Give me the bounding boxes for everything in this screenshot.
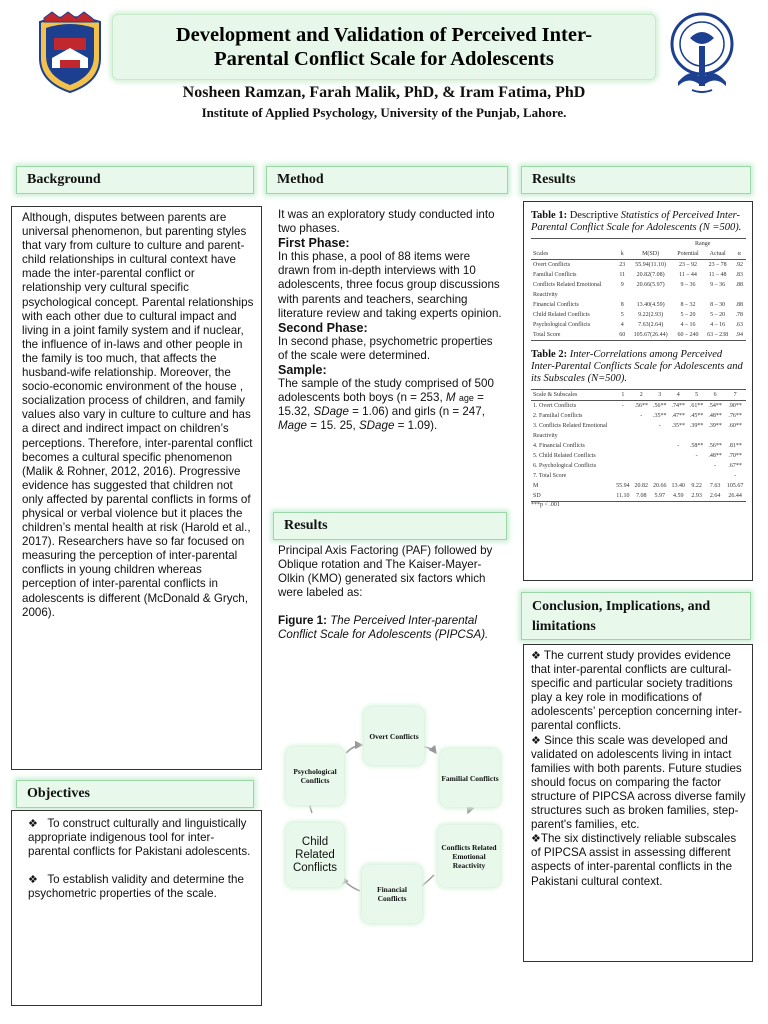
table-cell: Reactivity: [533, 292, 558, 298]
factor-diagram: [270, 695, 510, 935]
table-cell: [632, 461, 650, 471]
table-cell: 105.67(26.44): [628, 330, 673, 341]
table-cell: [706, 431, 724, 441]
table-cell: .61**: [687, 401, 705, 412]
table-cell: [651, 441, 669, 451]
node-emotional-reactivity: Conflicts Related Emotional Reactivity: [438, 825, 500, 887]
diamond-bullet-icon: ❖: [531, 833, 541, 846]
table-cell: .56**: [708, 443, 722, 449]
table-row: [531, 300, 746, 310]
table-cell: -: [714, 463, 717, 469]
table-cell: .39**: [689, 423, 704, 429]
table2-caption: Table 2: Inter-Correlations among Perceived Inter-Parental Conflicts Scale for Adolescents and its Subscales (N=500).: [531, 349, 743, 384]
table-row: [531, 461, 746, 471]
table-cell: 4. Financial Conflicts: [533, 443, 585, 449]
table-cell: 13.40(4.59): [636, 302, 665, 308]
phase2-title: Second Phase:: [278, 320, 368, 335]
table-cell: -: [658, 423, 661, 429]
table-cell: [651, 471, 669, 481]
method-header: Method: [266, 166, 508, 194]
table-cell: .74**: [669, 401, 687, 412]
table-cell: .60**: [728, 423, 742, 429]
table-cell: [669, 471, 687, 481]
background-header: Background: [16, 166, 254, 194]
diamond-bullet-icon: ❖: [531, 734, 541, 747]
table-header-cell: 1: [614, 390, 632, 401]
table-cell: 5 – 20: [680, 312, 696, 318]
table-cell: .94: [732, 330, 746, 341]
table-cell: -: [695, 453, 698, 459]
table-header-cell: 5: [687, 390, 705, 401]
table-cell: 11.10: [614, 491, 632, 502]
table-cell: .56**: [632, 401, 650, 412]
table-header-cell: Potential: [677, 251, 699, 257]
table-cell: 9 – 36: [710, 282, 726, 288]
table-cell: 5. Child Related Conflicts: [533, 453, 596, 459]
table-cell: 60 – 240: [673, 330, 703, 341]
table-header-cell: 4: [669, 390, 687, 401]
table-cell: .45**: [689, 413, 704, 419]
table-cell: 1. Overt Conflicts: [531, 401, 614, 412]
table-cell: [687, 471, 705, 481]
table-cell: [732, 290, 746, 300]
table-cell: 2.64: [706, 491, 724, 502]
table-cell: .88: [735, 282, 743, 288]
table-cell: 4: [620, 322, 624, 328]
method-content: [278, 208, 504, 434]
affiliation: Institute of Applied Psychology, University of the Punjab, Lahore.: [201, 105, 567, 120]
results-text: Principal Axis Factoring (PAF) followed by Oblique rotation and The Kaiser-Mayer-Olkin (KMO) generated six factors which were labeled as:: [278, 544, 493, 600]
table-cell: [651, 431, 669, 441]
table-cell: [628, 290, 673, 300]
table-row: [531, 471, 746, 481]
table-cell: 11 – 48: [708, 272, 727, 278]
diamond-bullet-icon: ❖: [531, 650, 541, 662]
authors: Nosheen Ramzan, Farah Malik, PhD, & Iram Fatima, PhD: [182, 84, 586, 101]
table-header-cell: k: [620, 251, 624, 257]
table-cell: 7. Total Score: [533, 473, 567, 479]
table-cell: 5 – 20: [710, 312, 726, 318]
table-cell: 4 – 16: [680, 322, 696, 328]
table-cell: 20.82(7.08): [636, 272, 665, 278]
table-cell: [669, 461, 687, 471]
table-cell: [614, 421, 632, 431]
table-cell: 7.63: [709, 483, 721, 489]
table-cell: 4 – 16: [710, 322, 726, 328]
table-cell: 26.44: [724, 491, 746, 502]
sample-text: The sample of the study comprised of 500 adolescents both boys (n = 253, M age = 15.32, SDage = 1.06) and girls (n = 247, Mage = 15. 25, SDage = 1.09).: [278, 377, 494, 433]
results-content: [278, 544, 504, 643]
diamond-bullet-icon: ❖: [28, 874, 38, 887]
table-cell: [616, 290, 628, 300]
table-cell: .67**: [728, 463, 742, 469]
table-row: [531, 441, 746, 451]
table-cell: -: [640, 413, 643, 419]
conclusion-header: Conclusion, Implications, and limitations: [521, 592, 751, 640]
table-cell: 5.97: [651, 491, 669, 502]
conclusion-box: [523, 644, 753, 962]
table-cell: 9.22(2.93): [638, 312, 664, 318]
objective-item: ❖ To establish validity and determine the psychometric properties of the scale.: [28, 873, 244, 901]
table-cell: 13.40: [671, 483, 685, 489]
table1: [531, 238, 746, 341]
table-cell: [651, 451, 669, 461]
table-cell: [614, 411, 632, 421]
table-cell: 8: [620, 302, 624, 308]
table-cell: .35**: [652, 413, 667, 419]
table-cell: Conflicts Related Emotional: [533, 282, 602, 288]
table-row: [531, 411, 746, 421]
table-row: [531, 270, 746, 280]
table-row: [531, 330, 746, 341]
table-cell: 4.59: [669, 491, 687, 502]
institute-seal-logo: [662, 10, 742, 95]
poster-title: [112, 14, 656, 80]
table-header-cell: Scale & Subscales: [531, 390, 614, 401]
conclusion-item: ❖The six distinctively reliable subscales of PIPCSA assist in assessing different aspects of inter-parental conflicts in the Pakistani cultural context.: [531, 832, 737, 888]
table-header-cell: 3: [651, 390, 669, 401]
table-cell: [614, 461, 632, 471]
table-row: [531, 290, 746, 300]
conclusion-item: ❖ Since this scale was developed and validated on adolescents living in intact families with both parents. Future studies should focus on comparing the factor structure of PIPCSA across diverse family structures such as broken families, step-parent's families, etc.: [531, 733, 746, 832]
table-cell: 2.93: [687, 491, 705, 502]
table-cell: 8 – 32: [680, 302, 696, 308]
table-cell: 55.94(11.10): [628, 260, 673, 271]
table-cell: 23: [616, 260, 628, 271]
table-cell: Psychological Conflicts: [533, 322, 591, 328]
objective-item: ❖ To construct culturally and linguistically appropriate indigenous tool for inter-parental conflicts for Pakistani adolescents.: [28, 817, 251, 859]
table-cell: [687, 431, 705, 441]
sample-title: Sample:: [278, 363, 327, 378]
table-header-cell: α: [737, 251, 741, 257]
table-row: [531, 481, 746, 491]
objectives-box: [11, 810, 262, 1006]
title-line-1: Development and Validation of Perceived Inter-: [175, 24, 593, 46]
table-cell: .47**: [671, 413, 685, 419]
table-cell: .56**: [651, 401, 669, 412]
table-row: [531, 451, 746, 461]
background-box: [11, 206, 262, 770]
node-financial-conflicts: Financial Conflicts: [362, 865, 422, 923]
table-cell: 6. Psychological Conflicts: [533, 463, 597, 469]
results-tables-box: [523, 201, 753, 581]
table-cell: [614, 441, 632, 451]
table2-note: ***p < .001: [531, 502, 560, 508]
table2: [531, 389, 746, 502]
table-header-cell: 7: [724, 390, 746, 401]
table-row: [531, 491, 746, 502]
table-row: [531, 401, 746, 412]
table-cell: [614, 471, 632, 481]
table-row: [531, 320, 746, 330]
table-cell: .92: [732, 260, 746, 271]
table-header-cell: 6: [706, 390, 724, 401]
table-cell: [614, 431, 632, 441]
table-cell: [724, 431, 746, 441]
table-cell: 3. Conflicts Related Emotional: [533, 423, 608, 429]
table-cell: Child Related Conflicts: [533, 312, 590, 318]
table-cell: 55.94: [616, 483, 630, 489]
table-cell: 60: [616, 330, 628, 341]
table-row: [531, 431, 746, 441]
table-cell: Familial Conflicts: [533, 272, 577, 278]
table-cell: .39**: [708, 423, 722, 429]
table-cell: -: [614, 401, 632, 412]
table-cell: 9 – 36: [680, 282, 696, 288]
table-cell: .48**: [708, 453, 722, 459]
table-row: [531, 280, 746, 290]
table-cell: 9: [620, 282, 624, 288]
results-header-right: Results: [521, 166, 751, 194]
table-cell: 11 – 44: [679, 272, 697, 278]
title-line-2: Parental Conflict Scale for Adolescents: [214, 48, 554, 70]
table-cell: [632, 431, 650, 441]
table-cell: Overt Conflicts: [531, 260, 616, 271]
table-cell: [632, 441, 650, 451]
conclusion-item: ❖ The current study provides evidence that inter-parental conflicts are cultural-specific and particular society traditions play a key role in modifications of adolescents’ perception concerning inter-parental conflicts.: [531, 649, 742, 733]
table-cell: .90**: [724, 401, 746, 412]
table-cell: 20.82: [634, 483, 649, 489]
phase1-text: In this phase, a pool of 88 items were drawn from in-depth interviews with 10 adolescents, three focus group discussions with parents and teachers, searching literature review and taking experts opinion.: [278, 250, 502, 320]
figure-caption: Figure 1: The Perceived Inter-parental Conflict Scale for Adolescents (PIPCSA).: [278, 614, 489, 642]
results-header-middle: Results: [273, 512, 507, 540]
table-row: [531, 421, 746, 431]
table-cell: Total Score: [531, 330, 616, 341]
table-cell: 105.67: [726, 483, 744, 489]
table-header-cell: 2: [632, 390, 650, 401]
table-row: [531, 260, 746, 271]
table-cell: -: [734, 473, 737, 479]
table-cell: [632, 471, 650, 481]
table-cell: .63: [735, 322, 743, 328]
table-cell: 5: [620, 312, 624, 318]
table-header-cell: Scales: [533, 251, 549, 257]
node-familial-conflicts: Familial Conflicts: [440, 749, 500, 807]
table-header-cell: M(SD): [642, 251, 660, 257]
table-cell: .78: [735, 312, 743, 318]
background-text: Although, disputes between parents are universal phenomenon, but parenting styles that vary from culture to culture and parent-child relationships in cultural context have made the inter-parental conflict or relationship very cultural specific psychological concept. Parental relationships with each other due to cultural impact and living in a joint family system and if nuclear, the influence of in-laws and other people in the family is too much, that affects the husband-wife relationship. Moreover, the socio-economic environment of the house , socialization process of children, and family values also vary in culture to culture and has a direct and indirect impact on children’s perceptions. Therefore, inter-parental conflict becomes a cultural specific phenomenon (Malik & Rohner, 2012, 2016). Progressive evidence has suggested that children not only affected by parental conflicts in forms of physical or verbal violence but it places the children’s mental health at risk (Harold et al., 2017). Researchers have so far focused on measuring the perception of inter-parental conflicts in young children whereas perception of inter-parental conflicts in adolescents is different (McDonald & Grych, 2006).: [22, 211, 254, 619]
table-cell: [673, 290, 703, 300]
table-row: [531, 310, 746, 320]
table-cell: .83: [735, 272, 743, 278]
table-cell: 9.22: [691, 483, 702, 489]
table-cell: [669, 451, 687, 461]
table-cell: [703, 290, 733, 300]
table-cell: Financial Conflicts: [533, 302, 579, 308]
table-cell: 63 – 238: [703, 330, 733, 341]
table-cell: .35**: [671, 423, 685, 429]
table1-range-header: Range: [673, 239, 732, 250]
table-cell: [687, 461, 705, 471]
table-cell: .76**: [728, 413, 742, 419]
table-cell: .48**: [708, 413, 722, 419]
objectives-header: Objectives: [16, 780, 254, 808]
table-cell: 8 – 30: [710, 302, 726, 308]
phase2-text: In second phase, psychometric properties of the scale were determined.: [278, 334, 493, 362]
table-cell: 20.66(5.97): [636, 282, 665, 288]
table-cell: 23 – 78: [703, 260, 733, 271]
table-cell: 11: [619, 272, 626, 278]
table-cell: [632, 421, 650, 431]
table-cell: [651, 461, 669, 471]
table-cell: [706, 471, 724, 481]
table-cell: .70**: [728, 453, 742, 459]
table-cell: 23 – 92: [673, 260, 703, 271]
table-cell: .88: [735, 302, 743, 308]
table-cell: M: [533, 483, 539, 489]
table-cell: .58**: [689, 443, 704, 449]
table-cell: [632, 451, 650, 461]
node-psychological-conflicts: Psychological Conflicts: [286, 747, 344, 805]
method-intro: It was an exploratory study conducted into two phases.: [278, 208, 495, 236]
table-cell: SD: [531, 491, 614, 502]
phase1-title: First Phase:: [278, 236, 350, 251]
table-cell: 7.08: [632, 491, 650, 502]
diamond-bullet-icon: ❖: [28, 818, 38, 830]
table-cell: 20.66: [652, 483, 667, 489]
table-cell: [669, 431, 687, 441]
table-cell: .81**: [728, 443, 742, 449]
table1-caption: Table 1: Descriptive Statistics of Perceived Inter-Parental Conflict Scale for Adolescents (N =500).: [531, 210, 742, 233]
table-header-cell: Actual: [709, 251, 726, 257]
table-cell: 7.63(2.64): [638, 322, 664, 328]
table-cell: [614, 451, 632, 461]
university-crest-logo: [30, 10, 110, 95]
node-child-related-conflicts: Child Related Conflicts: [286, 823, 344, 887]
table-cell: .54**: [706, 401, 724, 412]
table-cell: 2. Familial Conflicts: [533, 413, 583, 419]
table-cell: Reactivity: [533, 433, 558, 439]
table-cell: -: [677, 443, 680, 449]
node-overt-conflicts: Overt Conflicts: [364, 707, 424, 765]
